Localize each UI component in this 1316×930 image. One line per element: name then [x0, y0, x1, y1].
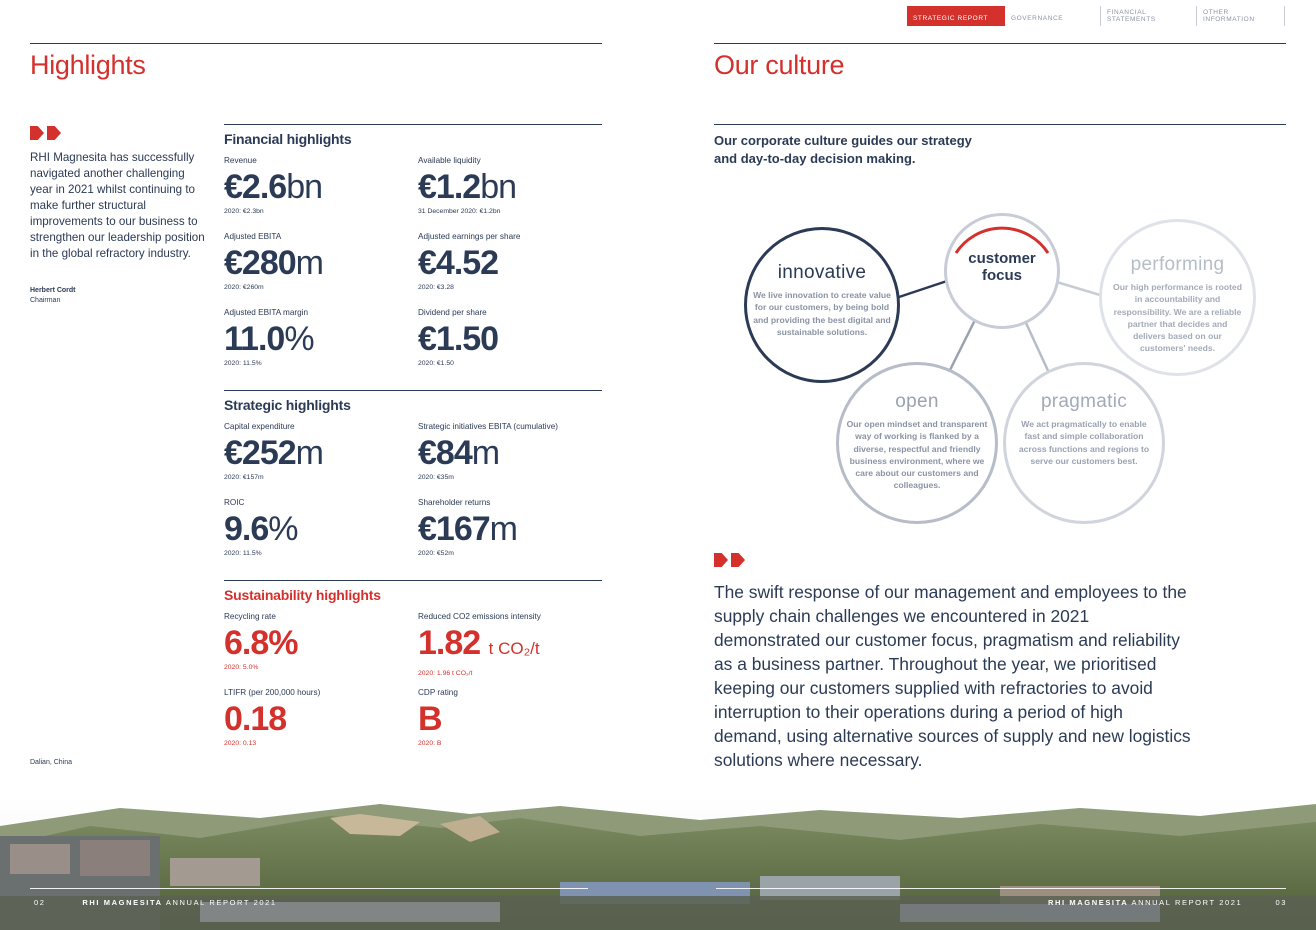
- tab-governance[interactable]: GOVERNANCE: [1005, 6, 1101, 26]
- kpi-label: Recycling rate: [224, 612, 276, 621]
- kpi-prior: 2020: B: [418, 740, 442, 747]
- kpi-label: Adjusted EBITA: [224, 232, 282, 241]
- kpi-number: €84: [418, 434, 472, 472]
- kpi-dividend-per-share: [418, 308, 603, 367]
- kpi-prior: 2020: €2.3bn: [224, 208, 264, 215]
- kpi-capital-expenditure: [224, 422, 409, 481]
- kpi-value: [418, 510, 603, 548]
- kpi-label: Adjusted earnings per share: [418, 232, 521, 241]
- kpi-prior: 2020: €157m: [224, 474, 264, 481]
- kpi-value: [418, 320, 603, 358]
- value-title: performing: [1130, 254, 1225, 275]
- kpi-number: €252: [224, 434, 296, 472]
- kpi-number: €280: [224, 244, 296, 282]
- kpi-unit: m: [295, 434, 323, 472]
- kpi-value: [224, 700, 409, 738]
- footer-report-left: ANNUAL REPORT 2021: [165, 898, 277, 907]
- value-body: We live innovation to create value for our customers, by being bold and providing the best digital and sustainable solutions.: [753, 290, 891, 337]
- value-open: [836, 362, 998, 524]
- kpi-number: €1.2: [418, 168, 481, 206]
- kpi-number: €2.6: [224, 168, 287, 206]
- value-pragmatic: [1003, 362, 1165, 524]
- kpi-prior: 2020: 1.96 t CO₂/t: [418, 670, 473, 677]
- value-innovative: [744, 227, 900, 383]
- page-title-our-culture: Our culture: [714, 50, 845, 80]
- page-title-highlights: Highlights: [30, 50, 146, 80]
- value-body: Our open mindset and transparent way of working is flanked by a diverse, respectful and friendly business environment, where we care about our customers and colleagues.: [846, 419, 988, 491]
- sustainability-rule: [224, 580, 602, 581]
- kpi-prior: 31 December 2020: €1.2bn: [418, 208, 501, 215]
- kpi-unit: %: [268, 510, 298, 548]
- customer-focus-line-2: focus: [981, 267, 1022, 284]
- kpi-prior: 2020: 5.0%: [224, 664, 259, 671]
- kpi-label: LTIFR (per 200,000 hours): [224, 688, 321, 697]
- tab-other-information-label: OTHER INFORMATION: [1203, 9, 1255, 23]
- kpi-prior: 2020: €35m: [418, 474, 454, 481]
- kpi-recycling-rate: [224, 612, 409, 671]
- value-body: Our high performance is rooted in accountability and responsibility. We are a reliable partner that decides and delivers based on our customers' needs.: [1113, 282, 1242, 354]
- value-performing: [1099, 219, 1256, 376]
- footer-brand-right: RHI MAGNESITA: [1048, 898, 1129, 907]
- kpi-unit: t CO₂/t: [488, 639, 540, 658]
- kpi-label: Capital expenditure: [224, 422, 295, 431]
- customer-focus-arc: [944, 213, 1060, 329]
- kpi-label: Dividend per share: [418, 308, 487, 317]
- quote-icon: [30, 126, 64, 144]
- kpi-label: Adjusted EBITA margin: [224, 308, 309, 317]
- kpi-number: 11.0: [224, 320, 285, 358]
- tab-financial-statements-label: FINANCIAL STATEMENTS: [1107, 9, 1156, 23]
- kpi-adjusted-eps: [418, 232, 603, 291]
- title-rule: [30, 43, 602, 44]
- kpi-value: [224, 244, 409, 282]
- strategic-rule: [224, 390, 602, 391]
- kpi-label: Revenue: [224, 156, 257, 165]
- culture-lead-line-1: Our corporate culture guides our strategy: [714, 133, 972, 148]
- kpi-prior: 2020: 11.5%: [224, 550, 262, 557]
- kpi-value: [418, 434, 603, 472]
- kpi-unit: bn: [286, 168, 323, 206]
- value-title: open: [895, 391, 939, 412]
- kpi-unit: %: [284, 320, 314, 358]
- quote-author: Herbert Cordt: [30, 287, 76, 294]
- kpi-unit: m: [295, 244, 323, 282]
- value-body: We act pragmatically to enable fast and simple collaboration across functions and regions to serve our customers best.: [1018, 419, 1150, 466]
- kpi-adjusted-ebita: [224, 232, 409, 291]
- kpi-label: CDP rating: [418, 688, 458, 697]
- kpi-number: 6.8%: [224, 624, 298, 662]
- kpi-value: [418, 168, 603, 206]
- value-title: pragmatic: [1040, 391, 1128, 412]
- kpi-label: Reduced CO2 emissions intensity: [418, 612, 541, 621]
- kpi-unit: m: [489, 510, 517, 548]
- lead-rule: [714, 124, 1286, 125]
- footer-left: [34, 898, 277, 907]
- page-number-right: 03: [1275, 898, 1288, 907]
- footer-brand-left: RHI MAGNESITA: [82, 898, 163, 907]
- kpi-number: B: [418, 700, 442, 738]
- kpi-number: €1.50: [418, 320, 499, 358]
- quote-icon-right: [714, 553, 748, 571]
- kpi-prior: 2020: €3.28: [418, 284, 454, 291]
- culture-lead: [714, 132, 972, 168]
- kpi-value: [224, 320, 409, 358]
- kpi-value: [418, 244, 603, 282]
- kpi-available-liquidity: [418, 156, 603, 215]
- kpi-value: [224, 168, 409, 206]
- culture-quote: The swift response of our management and employees to the supply chain challenges we encountered in 2021 demonstrated our customer focus, pragmatism and reliability as a business partner. Throughout the year, we prioritised keeping our customers supplied with refractories to avoid interruption to their operations during a period of high demand, using alternative sources of supply and new logistics solutions where necessary.: [714, 582, 1191, 770]
- kpi-prior: 2020: 0.13: [224, 740, 257, 747]
- kpi-prior: 2020: €260m: [224, 284, 264, 291]
- kpi-cdp-rating: [418, 688, 603, 747]
- kpi-strategic-initiatives-ebita: [418, 422, 603, 481]
- kpi-label: Strategic initiatives EBITA (cumulative): [418, 422, 558, 431]
- kpi-prior: 2020: €52m: [418, 550, 454, 557]
- kpi-label: Shareholder returns: [418, 498, 491, 507]
- kpi-value: [224, 624, 409, 662]
- kpi-number: 9.6: [224, 510, 269, 548]
- value-customer-focus: [944, 213, 1060, 329]
- kpi-value: [418, 624, 603, 668]
- kpi-prior: 2020: 11.5%: [224, 360, 262, 367]
- footer-report-right: ANNUAL REPORT 2021: [1131, 898, 1243, 907]
- kpi-unit: bn: [480, 168, 517, 206]
- page-number-left: 02: [34, 898, 46, 907]
- kpi-label: Available liquidity: [418, 156, 481, 165]
- quote-role: Chairman: [30, 297, 61, 304]
- kpi-value: [224, 434, 409, 472]
- kpi-prior: 2020: €1.50: [418, 360, 454, 367]
- kpi-shareholder-returns: [418, 498, 603, 557]
- strategic-highlights-title: Strategic highlights: [224, 397, 351, 413]
- kpi-co2-intensity: [418, 612, 603, 677]
- title-rule-right: [714, 43, 1286, 44]
- tab-financial-statements[interactable]: [1101, 6, 1197, 26]
- financial-rule: [224, 124, 602, 125]
- sustainability-highlights-title: Sustainability highlights: [224, 587, 381, 603]
- financial-highlights-title: Financial highlights: [224, 131, 352, 147]
- customer-focus-line-1: customer: [968, 250, 1036, 267]
- chairman-quote: RHI Magnesita has successfully navigated another challenging year in 2021 whilst continuing to make further structural improvements to our business to strengthen our leadership position in the global refractory industry.: [30, 151, 205, 260]
- kpi-number: 1.82: [418, 624, 481, 662]
- tab-strategic-report[interactable]: STRATEGIC REPORT: [907, 6, 1005, 26]
- kpi-number: €167: [418, 510, 490, 548]
- value-title: innovative: [777, 262, 867, 283]
- kpi-value: [224, 510, 409, 548]
- landscape-photo: [0, 796, 1316, 930]
- photo-caption: Dalian, China: [30, 759, 73, 766]
- kpi-value: [418, 700, 603, 738]
- kpi-unit: m: [471, 434, 500, 472]
- kpi-ltifr: [224, 688, 409, 747]
- kpi-ebita-margin: [224, 308, 409, 367]
- kpi-roic: [224, 498, 409, 557]
- kpi-number: €4.52: [418, 244, 499, 282]
- kpi-label: ROIC: [224, 498, 245, 507]
- culture-lead-line-2: and day-to-day decision making.: [714, 151, 916, 166]
- tab-other-information[interactable]: [1197, 6, 1285, 26]
- footer-right: [1048, 898, 1287, 907]
- kpi-number: 0.18: [224, 700, 287, 738]
- kpi-revenue: [224, 156, 409, 215]
